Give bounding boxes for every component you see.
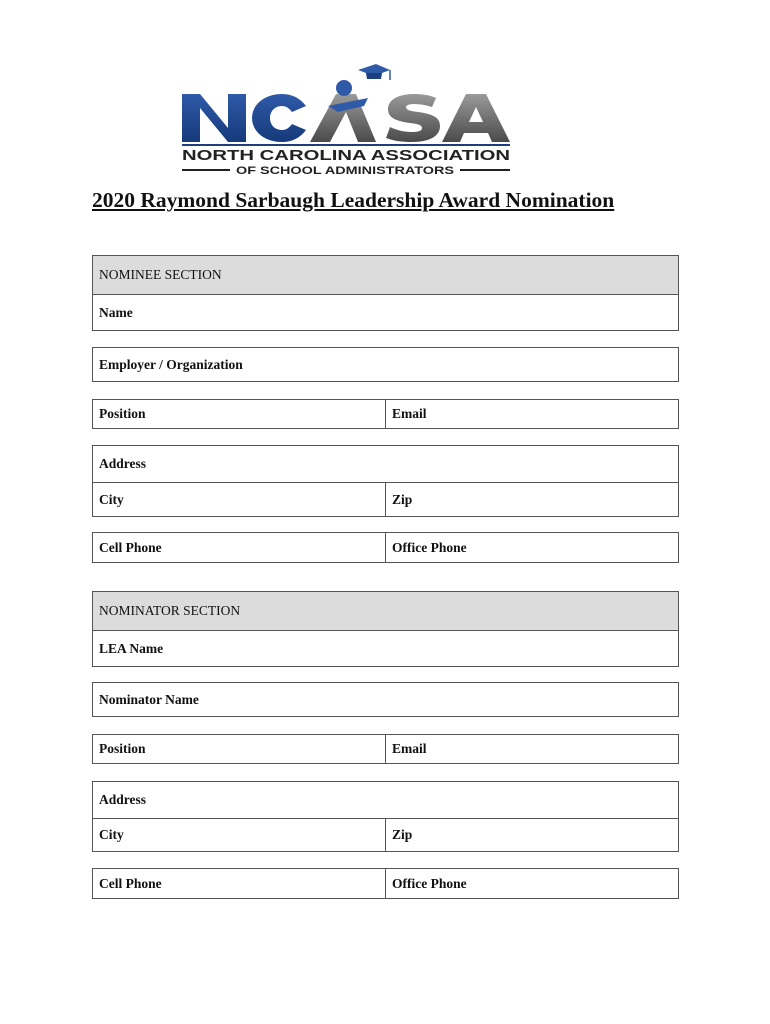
nominee-position-field[interactable]: Position (99, 406, 146, 421)
letter-c-shape (252, 94, 306, 142)
letter-s-shape (386, 94, 440, 142)
nominator-header-block (92, 591, 679, 667)
nominee-employer-field[interactable]: Employer / Organization (99, 356, 243, 372)
nominator-office-phone-field[interactable]: Office Phone (385, 869, 678, 898)
nominee-zip-field[interactable]: Zip (385, 483, 678, 516)
graduation-cap-icon (358, 64, 390, 80)
nominee-phone-row (92, 532, 679, 563)
nominee-city-field[interactable]: City (99, 491, 124, 507)
nominee-name-field[interactable]: Name (99, 304, 133, 320)
nominator-city-field[interactable]: City (99, 827, 124, 842)
nominator-zip-field[interactable]: Zip (385, 819, 678, 851)
nominator-lea-name-field[interactable]: LEA Name (99, 640, 164, 656)
nominator-name-field[interactable]: Nominator Name (99, 691, 199, 707)
nominee-position-row (92, 399, 679, 429)
logo-line2: OF SCHOOL ADMINISTRATORS (236, 165, 454, 177)
nominator-name-row (92, 682, 679, 717)
nominator-address-field[interactable]: Address (99, 792, 147, 807)
nominator-position-row (92, 734, 679, 764)
ncasa-logo (178, 62, 518, 178)
nominee-address-field[interactable]: Address (99, 456, 147, 471)
nominee-office-phone-field[interactable]: Office Phone (385, 533, 678, 562)
letter-n-shape (182, 94, 246, 142)
nominator-email-field[interactable]: Email (385, 735, 678, 763)
nominee-section-header: NOMINEE SECTION (99, 267, 222, 282)
nominator-position-field[interactable]: Position (99, 741, 146, 756)
nominator-phone-row (92, 868, 679, 899)
nominee-employer-row (92, 347, 679, 382)
letter-a-shape (442, 94, 510, 142)
figure-a-shape (310, 80, 376, 142)
nominee-cell-phone-field[interactable]: Cell Phone (99, 539, 162, 555)
nominator-address-block (92, 781, 679, 852)
nominee-header-block (92, 255, 679, 331)
logo-line1: NORTH CAROLINA ASSOCIATION (182, 148, 510, 164)
nominee-email-field[interactable]: Email (385, 400, 678, 428)
nominator-section-header: NOMINATOR SECTION (99, 603, 241, 618)
form-title: 2020 Raymond Sarbaugh Leadership Award Nomination (92, 188, 615, 212)
nominator-cell-phone-field[interactable]: Cell Phone (99, 875, 162, 891)
nominee-address-block (92, 445, 679, 517)
